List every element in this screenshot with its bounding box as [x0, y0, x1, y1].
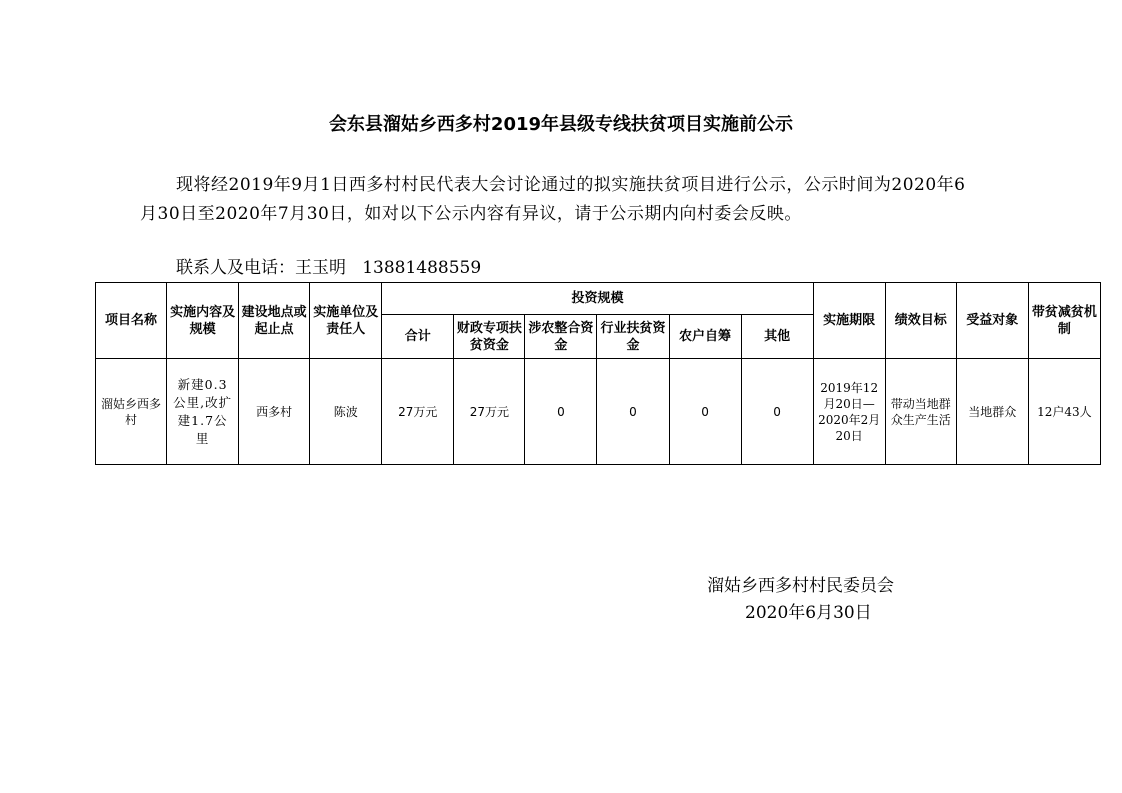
cell-industry: 0: [597, 359, 669, 465]
header-investment: 投资规模: [382, 283, 813, 315]
signature-date: 2020年6月30日: [745, 603, 872, 623]
header-mechanism: 带贫减贫机制: [1028, 283, 1100, 359]
signature-org: 溜姑乡西多村村民委员会: [707, 576, 894, 596]
project-table: [95, 282, 1101, 465]
header-total: 合计: [382, 315, 454, 359]
cell-unit-person: 陈波: [310, 359, 382, 465]
contact-phone: 13881488559: [362, 258, 482, 278]
cell-location: 西多村: [239, 359, 310, 465]
header-agri: 涉农整合资金: [525, 315, 597, 359]
cell-total: 27万元: [382, 359, 454, 465]
header-period: 实施期限: [813, 283, 885, 359]
header-fiscal: 财政专项扶贫资金: [454, 315, 525, 359]
cell-mechanism: 12户43人: [1028, 359, 1100, 465]
cell-agri: 0: [525, 359, 597, 465]
cell-project-name: 溜姑乡西多村: [96, 359, 167, 465]
contact-label: 联系人及电话：王玉明: [176, 258, 346, 278]
header-content-scale: 实施内容及规模: [167, 283, 239, 359]
header-location: 建设地点或起止点: [239, 283, 310, 359]
cell-content-scale: 新建0.3公里,改扩建1.7公里: [167, 359, 239, 465]
header-self: 农户自筹: [669, 315, 741, 359]
cell-other: 0: [741, 359, 813, 465]
notice-paragraph: 现将经2019年9月1日西多村村民代表大会讨论通过的拟实施扶贫项目进行公示，公示时间为2020年6月30日至2020年7月30日，如对以下公示内容有异议，请于公示期内向村委会反映。: [140, 175, 966, 224]
cell-beneficiary: 当地群众: [956, 359, 1028, 465]
table-row: [96, 359, 1101, 465]
header-goal: 绩效目标: [885, 283, 956, 359]
page-title: 会东县溜姑乡西多村2019年县级专线扶贫项目实施前公示: [328, 114, 794, 135]
header-industry: 行业扶贫资金: [597, 315, 669, 359]
header-beneficiary: 受益对象: [956, 283, 1028, 359]
cell-self: 0: [669, 359, 741, 465]
header-project-name: 项目名称: [96, 283, 167, 359]
cell-goal: 带动当地群众生产生活: [885, 359, 956, 465]
cell-period: 2019年12月20日—2020年2月20日: [813, 359, 885, 465]
header-unit-person: 实施单位及责任人: [310, 283, 382, 359]
contact-line: [176, 256, 481, 280]
cell-fiscal: 27万元: [454, 359, 525, 465]
header-other: 其他: [741, 315, 813, 359]
